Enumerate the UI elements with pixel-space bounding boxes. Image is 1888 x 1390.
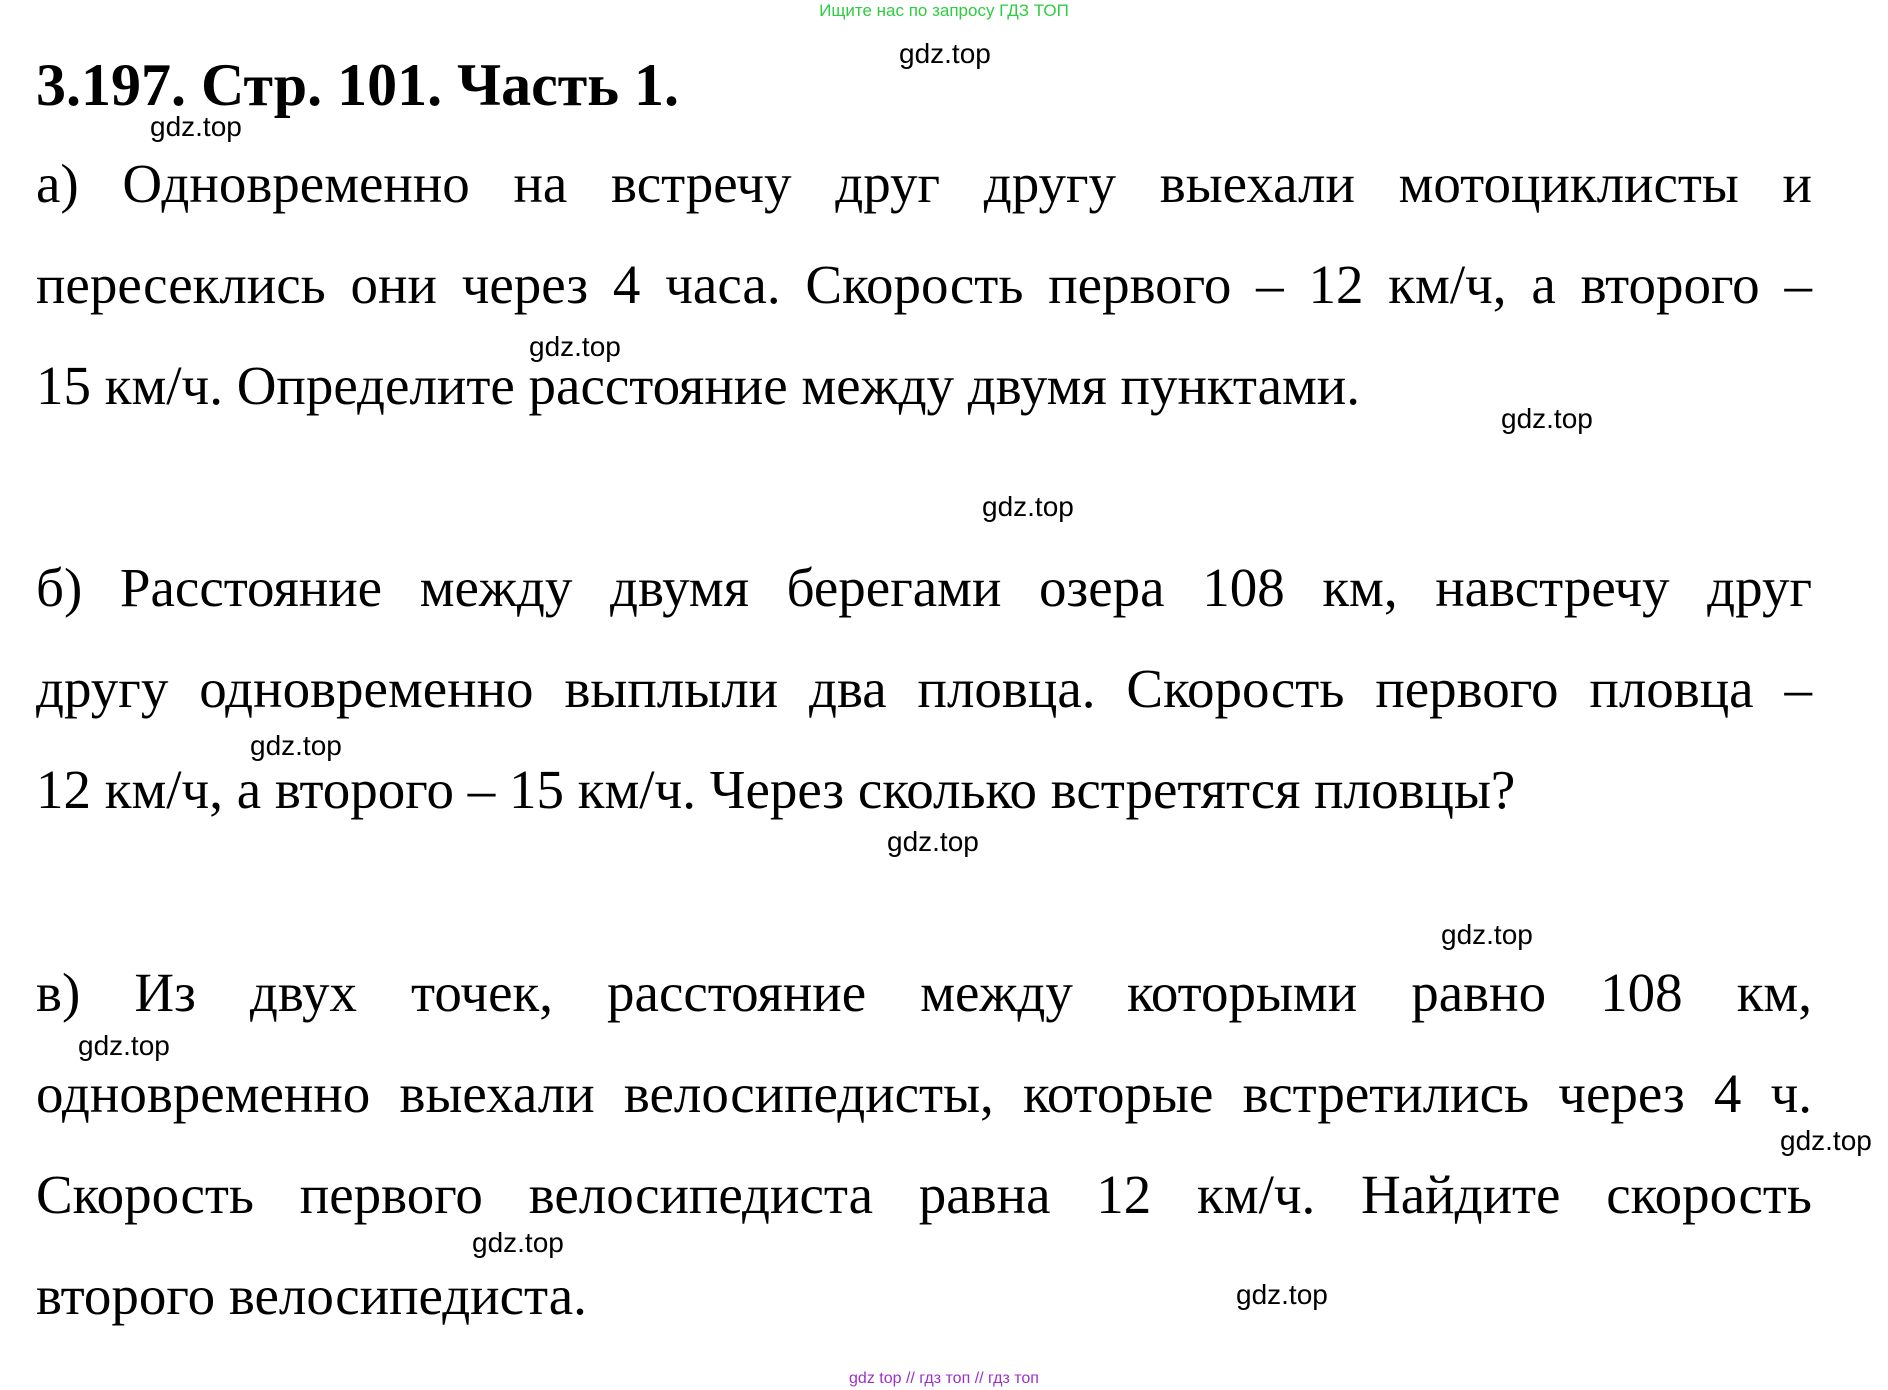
watermark: gdz.top [529,331,621,362]
watermark: gdz.top [1441,919,1533,950]
watermark: gdz.top [250,730,342,761]
watermark: gdz.top [150,111,242,142]
watermark: gdz.top [899,38,991,69]
problem-b-line-1: б) Расстояние между двумя берегами озера 108 км, навстречу друг [36,557,1812,618]
watermark: gdz.top [887,826,979,857]
watermark: gdz.top [982,491,1074,522]
problem-c-line-4: второго велосипедиста. [36,1265,587,1326]
problem-c-line-3: Скорость первого велосипедиста равна 12 км/ч. Найдите скорость [36,1164,1812,1225]
problem-b [36,537,1812,840]
watermark: gdz.top [472,1227,564,1258]
watermark: gdz.top [78,1030,170,1061]
problem-c-line-1: в) Из двух точек, расстояние между которыми равно 108 км, [36,962,1812,1023]
watermark: gdz.top [1236,1279,1328,1310]
problem-a [36,133,1812,436]
footer-links[interactable]: gdz top // гдз топ // гдз топ [849,1370,1039,1387]
page-title: 3.197. Стр. 101. Часть 1. [36,52,679,118]
problem-b-line-3: 12 км/ч, а второго – 15 км/ч. Через сколько встретятся пловцы? [36,759,1516,820]
problem-a-line-1: а) Одновременно на встречу друг другу выехали мотоциклисты и [36,153,1812,214]
top-banner[interactable]: Ищите нас по запросу ГДЗ ТОП [819,1,1069,20]
problem-a-line-3: 15 км/ч. Определите расстояние между двумя пунктами. [36,355,1360,416]
watermark: gdz.top [1501,403,1593,434]
problem-c-line-2: одновременно выехали велосипедисты, которые встретились через 4 ч. [36,1063,1812,1124]
problem-b-line-2: другу одновременно выплыли два пловца. Скорость первого пловца – [36,658,1812,719]
watermark: gdz.top [1780,1125,1872,1156]
problem-a-line-2: пересеклись они через 4 часа. Скорость первого – 12 км/ч, а второго – [36,254,1812,315]
problem-c [36,942,1812,1346]
